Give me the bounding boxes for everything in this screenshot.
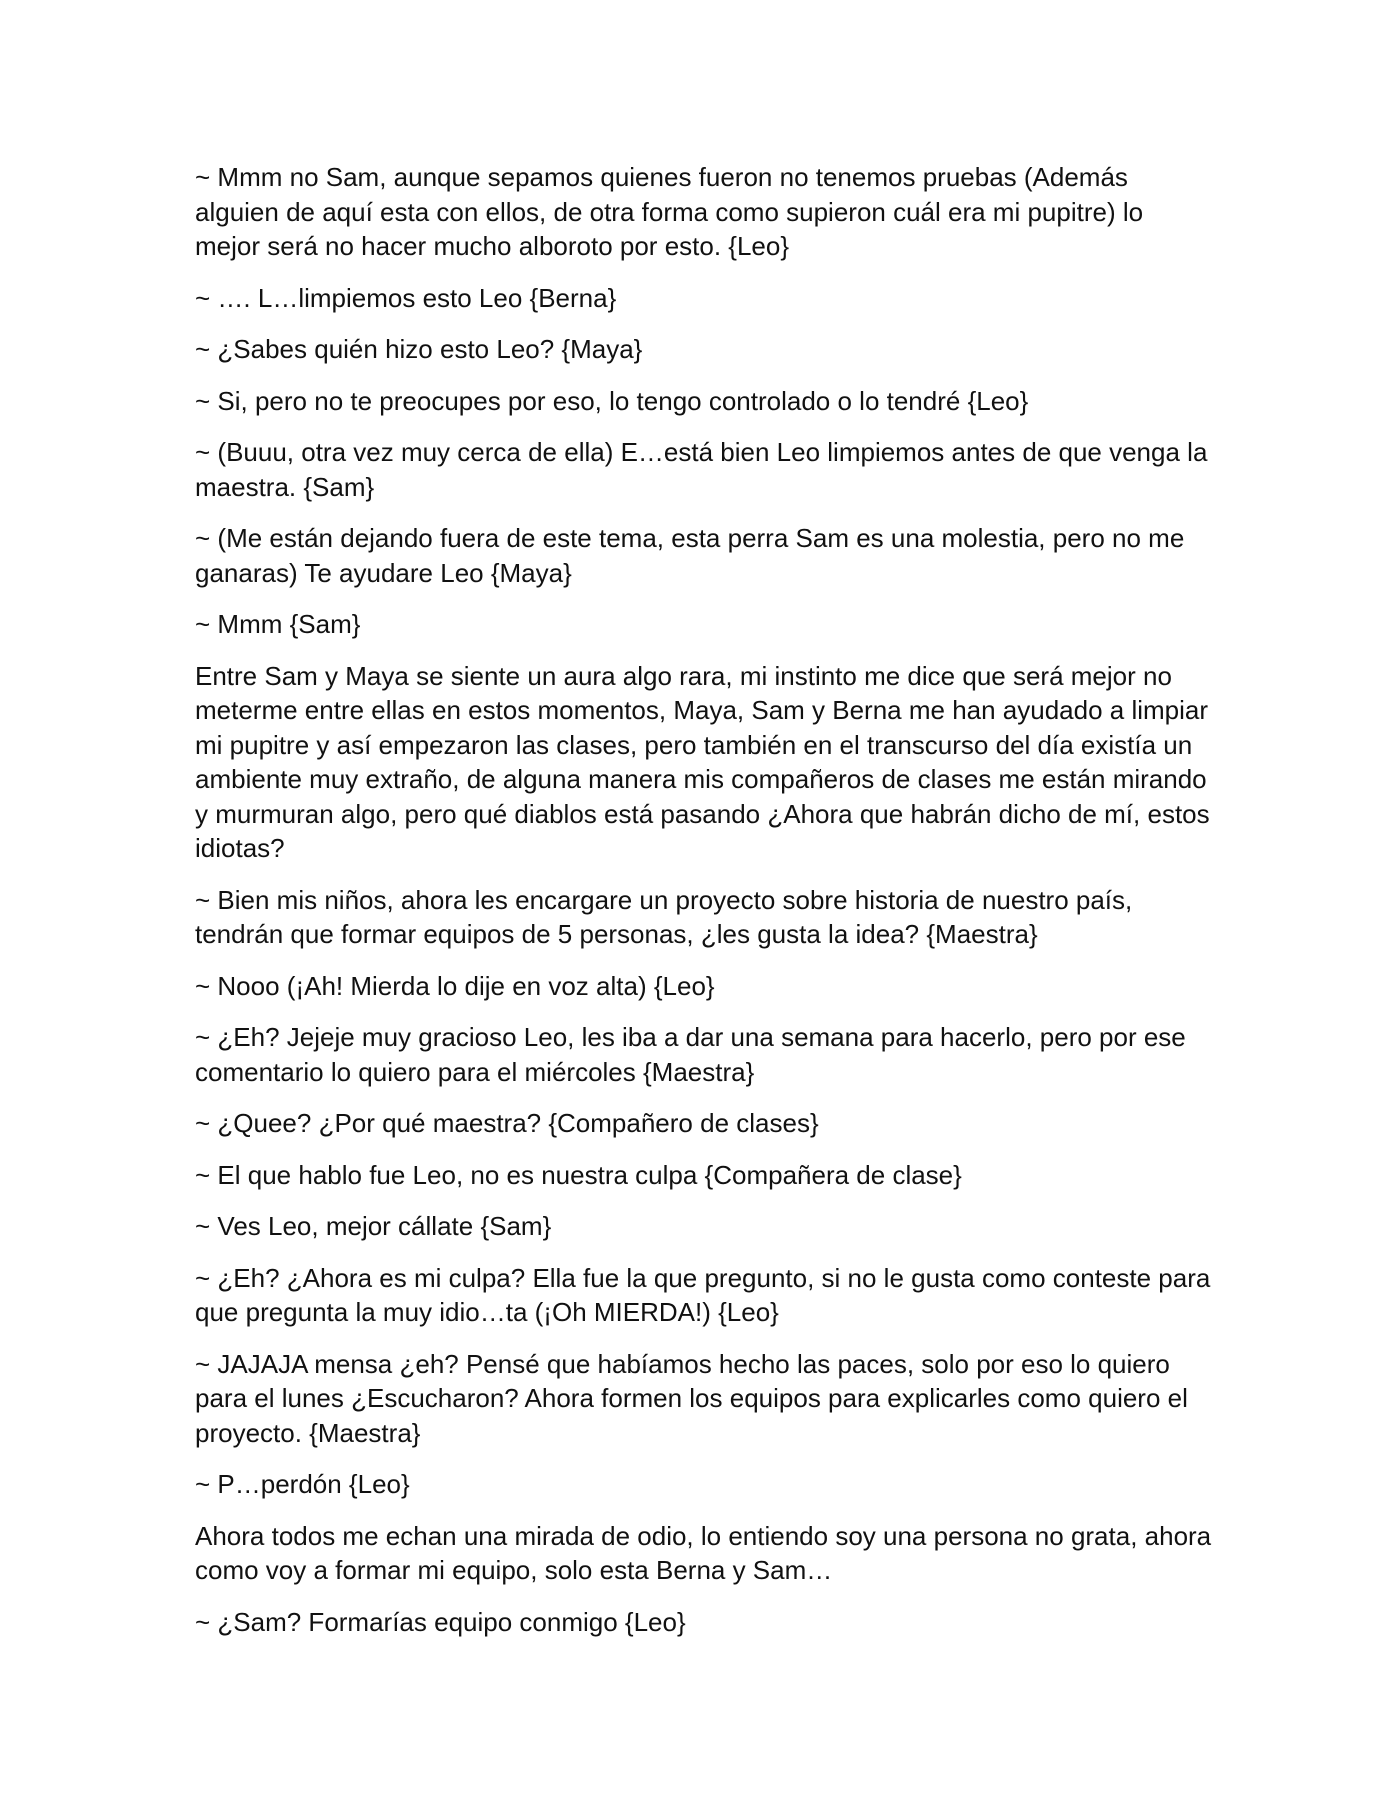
paragraph: ~ JAJAJA mensa ¿eh? Pensé que habíamos hecho las paces, solo por eso lo quiero para el lunes ¿Escucharon? Ahora formen los equipos para explicarles como quiero el proyecto. {Maestra} <box>195 1348 1188 1448</box>
paragraph: ~ …. L…limpiemos esto Leo {Berna} <box>195 282 617 313</box>
paragraph: ~ ¿Sam? Formarías equipo conmigo {Leo} <box>195 1606 686 1637</box>
paragraph: Ahora todos me echan una mirada de odio, lo entiendo soy una persona no grata, ahora como voy a formar mi equipo, solo esta Berna y Sam… <box>195 1520 1212 1585</box>
paragraph: ~ (Me están dejando fuera de este tema, esta perra Sam es una molestia, pero no me ganaras) Te ayudare Leo {Maya} <box>195 523 1185 588</box>
paragraph: ~ Nooo (¡Ah! Mierda lo dije en voz alta) {Leo} <box>195 970 715 1001</box>
paragraph: ~ ¿Sabes quién hizo esto Leo? {Maya} <box>195 334 643 364</box>
document-page <box>195 160 1215 1656</box>
paragraph: ~ ¿Eh? ¿Ahora es mi culpa? Ella fue la que pregunto, si no le gusta como conteste para que pregunta la muy idio…ta (¡Oh MIERDA!) {Leo} <box>195 1262 1211 1327</box>
paragraph: ~ El que hablo fue Leo, no es nuestra culpa {Compañera de clase} <box>195 1159 962 1190</box>
paragraph: ~ ¿Eh? Jejeje muy gracioso Leo, les iba a dar una semana para hacerlo, pero por ese comentario lo quiero para el miércoles {Maestra} <box>195 1022 1186 1087</box>
paragraph: ~ Bien mis niños, ahora les encargare un proyecto sobre historia de nuestro país, tendrán que formar equipos de 5 personas, ¿les gusta la idea? {Maestra} <box>195 884 1133 949</box>
paragraph: Entre Sam y Maya se siente un aura algo rara, mi instinto me dice que será mejor no meterme entre ellas en estos momentos, Maya, Sam y Berna me han ayudado a limpiar mi pupitre y así empezaron las clases, pero también en el transcurso del día existía un ambiente muy extraño, de alguna manera mis compañeros de clases me están mirando y murmuran algo, pero qué diablos está pasando ¿Ahora que habrán dicho de mí, estos idiotas? <box>195 660 1210 863</box>
paragraph: ~ Si, pero no te preocupes por eso, lo tengo controlado o lo tendré {Leo} <box>195 385 1029 416</box>
paragraph: ~ (Buuu, otra vez muy cerca de ella) E…está bien Leo limpiemos antes de que venga la maestra. {Sam} <box>195 437 1208 502</box>
paragraph: ~ Mmm no Sam, aunque sepamos quienes fueron no tenemos pruebas (Además alguien de aquí esta con ellos, de otra forma como supieron cuál era mi pupitre) lo mejor será no hacer mucho alboroto por esto. {Leo} <box>195 162 1144 261</box>
paragraph: ~ Mmm {Sam} <box>195 609 361 639</box>
paragraph: ~ Ves Leo, mejor cállate {Sam} <box>195 1211 552 1241</box>
paragraph: ~ P…perdón {Leo} <box>195 1469 410 1499</box>
paragraph: ~ ¿Quee? ¿Por qué maestra? {Compañero de clases} <box>195 1108 819 1138</box>
